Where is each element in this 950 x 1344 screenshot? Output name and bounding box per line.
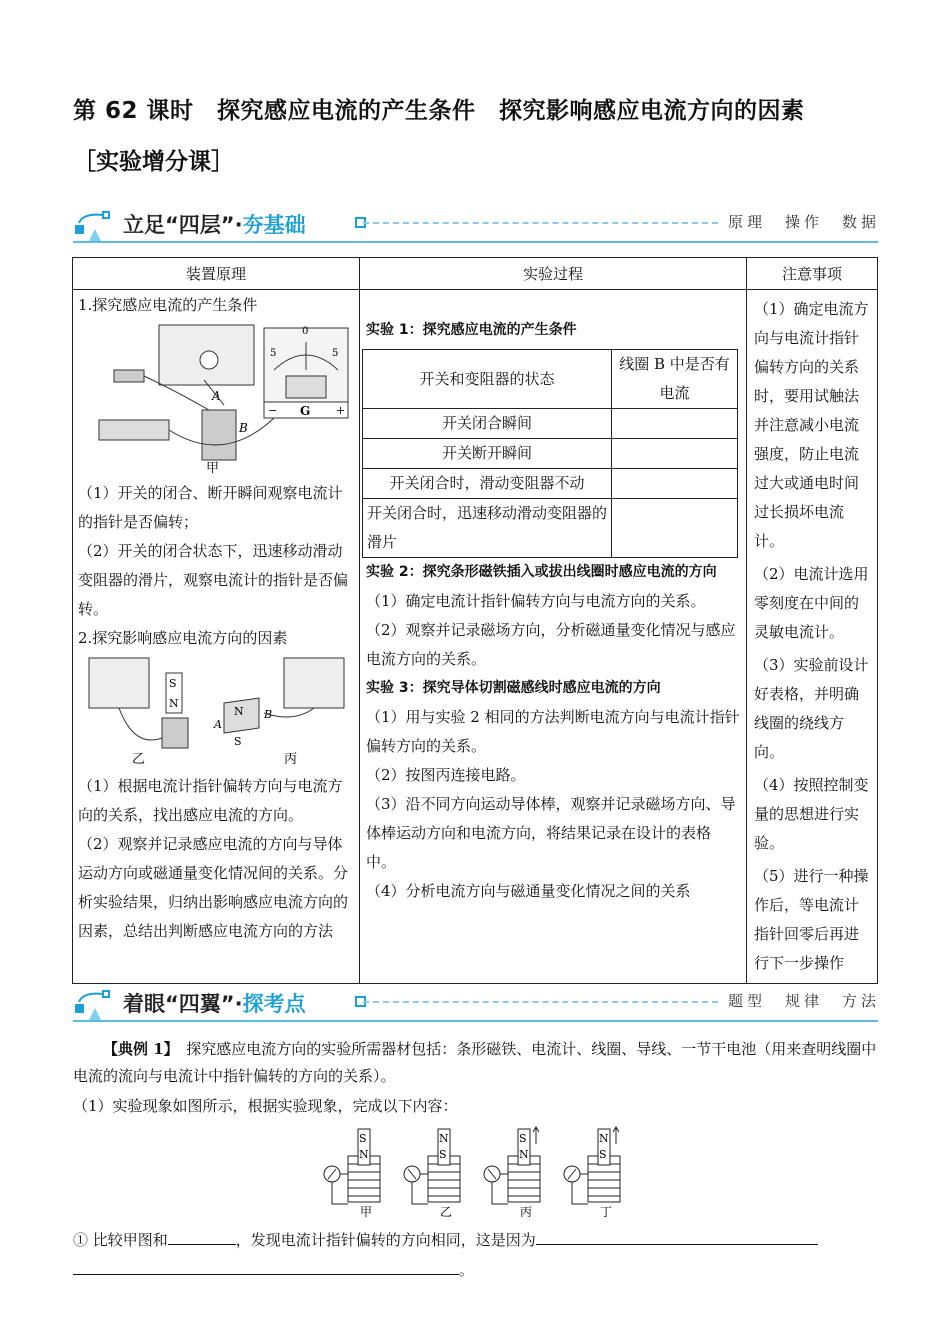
apparatus-figure-jia: [74, 320, 354, 475]
experiment-3-step: （1）用与实验 2 相同的方法判断电流方向与电流计指针偏转方向的关系。: [366, 708, 740, 755]
banner-divider: [363, 1001, 718, 1003]
example-intro: [73, 1036, 878, 1090]
principle-paragraph: （1）根据电流计指针偏转方向与电流方向的关系，找出感应电流的方向。: [78, 777, 343, 824]
figure-jia-top-pole: S: [359, 1132, 367, 1145]
note-item: （1）确定电流方向与电流计指针偏转方向的关系时，要用试触法并注意减小电流强度，防止电流过大或通电时间过长损坏电流计。: [754, 300, 869, 550]
header-notes: 注意事项: [747, 258, 878, 290]
notes-cell: [747, 290, 878, 984]
principle-paragraph: （2）开关的闭合状态下，迅速移动滑动变阻器的滑片，观察电流计的指针是否偏转。: [78, 542, 349, 618]
galvanometer-minus: −: [268, 404, 278, 417]
example-text: 探究感应电流方向的实验所需器材包括：条形磁铁、电流计、线圈、导线、一节干电池（用来查明线圈中电流的流向与电流计中指针偏转的方向的关系）。: [73, 1040, 877, 1085]
experiment-1-table: [362, 349, 738, 558]
figure-label-jia: 甲: [206, 461, 220, 475]
scale-left-label: 5: [270, 348, 277, 359]
banner-divider: [363, 222, 718, 224]
note-item: （2）电流计选用零刻度在中间的灵敏电流计。: [754, 565, 869, 641]
inner-row-label: 开关闭合瞬间: [363, 409, 612, 439]
galvanometer-label: G: [300, 404, 311, 418]
section-banner-exam: [73, 986, 881, 1022]
answer-blank-3[interactable]: [73, 1256, 459, 1275]
inner-row-answer: [612, 439, 738, 469]
example-fill-question: [73, 1226, 878, 1254]
inner-row-answer: [612, 499, 738, 558]
figure-bing: [484, 1127, 540, 1219]
figure-jia-bottom-pole: N: [359, 1148, 369, 1161]
banner-decoration-icon: [73, 986, 119, 1022]
figure-ding-label: 丁: [600, 1205, 613, 1219]
inner-row-label: 开关断开瞬间: [363, 439, 612, 469]
table-header-row: [73, 258, 878, 290]
principle-cell: [73, 290, 360, 984]
experiment-table: [72, 257, 878, 984]
figure-yi-label: 乙: [440, 1205, 453, 1219]
magnet-coil-figures: [318, 1124, 638, 1220]
banner-underline: [73, 241, 878, 243]
experiment-2-step: （2）观察并记录磁场方向，分析磁通量变化情况与感应电流方向的关系。: [366, 621, 736, 668]
figure-ding: [564, 1127, 620, 1219]
experiment-3-step: （4）分析电流方向与磁通量变化情况之间的关系: [366, 882, 691, 900]
figure-ding-bottom-pole: S: [599, 1148, 607, 1161]
example-tag: 【典例 1】: [103, 1040, 172, 1058]
inner-row-answer: [612, 469, 738, 499]
principle-heading-1: 1.探究感应电流的产生条件: [78, 296, 258, 314]
coil-a-label: A: [212, 389, 221, 403]
banner-underline: [73, 1020, 878, 1022]
banner-keywords: 题型 规律 方法: [728, 992, 881, 1010]
question-text-2: ，发现电流计指针偏转的方向相同，这是因为: [235, 1231, 536, 1249]
note-item: （4）按照控制变量的思想进行实验。: [754, 776, 869, 852]
experiment-3-title: 实验 3：探究导体切割磁感线时感应电流的方向: [366, 680, 661, 696]
inner-row-label: 开关闭合时，迅速移动滑动变阻器的滑片: [363, 499, 612, 558]
inner-row-answer: [612, 409, 738, 439]
example-fill-question-cont: [73, 1256, 878, 1284]
principle-paragraph: （1）开关的闭合、断开瞬间观察电流计的指针是否偏转；: [78, 484, 343, 531]
rod-s-label: S: [234, 735, 242, 748]
table-body-row: [73, 290, 878, 984]
apparatus-figure-yi-bing: [74, 653, 354, 768]
figure-label-yi: 乙: [132, 752, 146, 767]
note-item: （3）实验前设计好表格，并明确线圈的绕线方向。: [754, 656, 869, 761]
inner-row-label: 开关闭合时，滑动变阻器不动: [363, 469, 612, 499]
answer-blank-2[interactable]: [536, 1226, 818, 1245]
figure-ding-top-pole: N: [599, 1132, 609, 1145]
magnet-s-label: S: [169, 677, 177, 690]
coil-b-label: B: [239, 421, 248, 435]
section-banner-basics: [73, 207, 881, 243]
note-item: （5）进行一种操作后，等电流计指针回零后再进行下一步操作: [754, 867, 869, 972]
figure-yi: [404, 1129, 460, 1219]
figure-jia: [324, 1129, 380, 1219]
experiment-3-step: （2）按图丙连接电路。: [366, 766, 526, 784]
experiment-2-title: 实验 2：探究条形磁铁插入或拔出线圈时感应电流的方向: [366, 564, 717, 580]
figure-bing-top-pole: S: [519, 1132, 527, 1145]
experiment-2-step: （1）确定电流计指针偏转方向与电流方向的关系。: [366, 592, 706, 610]
figure-yi-bottom-pole: S: [439, 1148, 447, 1161]
magnet-n-label: N: [169, 697, 179, 710]
rod-a-label: A: [214, 718, 222, 731]
galvanometer-plus: +: [336, 404, 346, 417]
page-subtitle: ［实验增分课］: [73, 149, 234, 175]
question-end: 。: [459, 1261, 475, 1279]
experiment-1-title: 实验 1：探究感应电流的产生条件: [366, 322, 577, 338]
principle-heading-2: 2.探究影响感应电流方向的因素: [78, 629, 288, 647]
inner-header-current: 线圈 B 中是否有电流: [612, 350, 738, 409]
banner-title: 着眼“四翼”·探考点: [123, 992, 306, 1016]
banner-title: 立足“四层”·夯基础: [123, 213, 306, 237]
inner-header-state: 开关和变阻器的状态: [363, 350, 612, 409]
figure-yi-top-pole: N: [439, 1132, 449, 1145]
principle-paragraph: （2）观察并记录感应电流的方向与导体运动方向或磁通量变化情况间的关系。分析实验结果，归纳出影响感应电流方向的因素，总结出判断感应电流方向的方法: [78, 835, 349, 940]
figure-label-bing: 丙: [284, 752, 298, 767]
page-title: 第 62 课时 探究感应电流的产生条件 探究影响感应电流方向的因素: [73, 98, 805, 124]
figure-jia-label: 甲: [360, 1205, 373, 1219]
figure-bing-label: 丙: [520, 1205, 533, 1219]
rod-b-label: B: [264, 708, 273, 721]
experiment-3-step: （3）沿不同方向运动导体棒，观察并记录磁场方向、导体棒运动方向和电流方向，将结果记录在设计的表格中。: [366, 795, 736, 871]
question-text-1: ① 比较甲图和: [73, 1231, 168, 1249]
answer-blank-1[interactable]: [168, 1226, 236, 1245]
rod-n-label: N: [234, 705, 244, 718]
header-principle: 装置原理: [73, 258, 360, 290]
banner-keywords: 原理 操作 数据: [728, 213, 881, 231]
procedure-cell: [360, 290, 747, 984]
header-procedure: 实验过程: [360, 258, 747, 290]
scale-zero-label: 0: [302, 326, 309, 337]
example-question-1: （1）实验现象如图所示，根据实验现象，完成以下内容：: [73, 1097, 458, 1115]
banner-decoration-icon: [73, 207, 119, 243]
figure-bing-bottom-pole: N: [519, 1148, 529, 1161]
scale-right-label: 5: [332, 348, 339, 359]
